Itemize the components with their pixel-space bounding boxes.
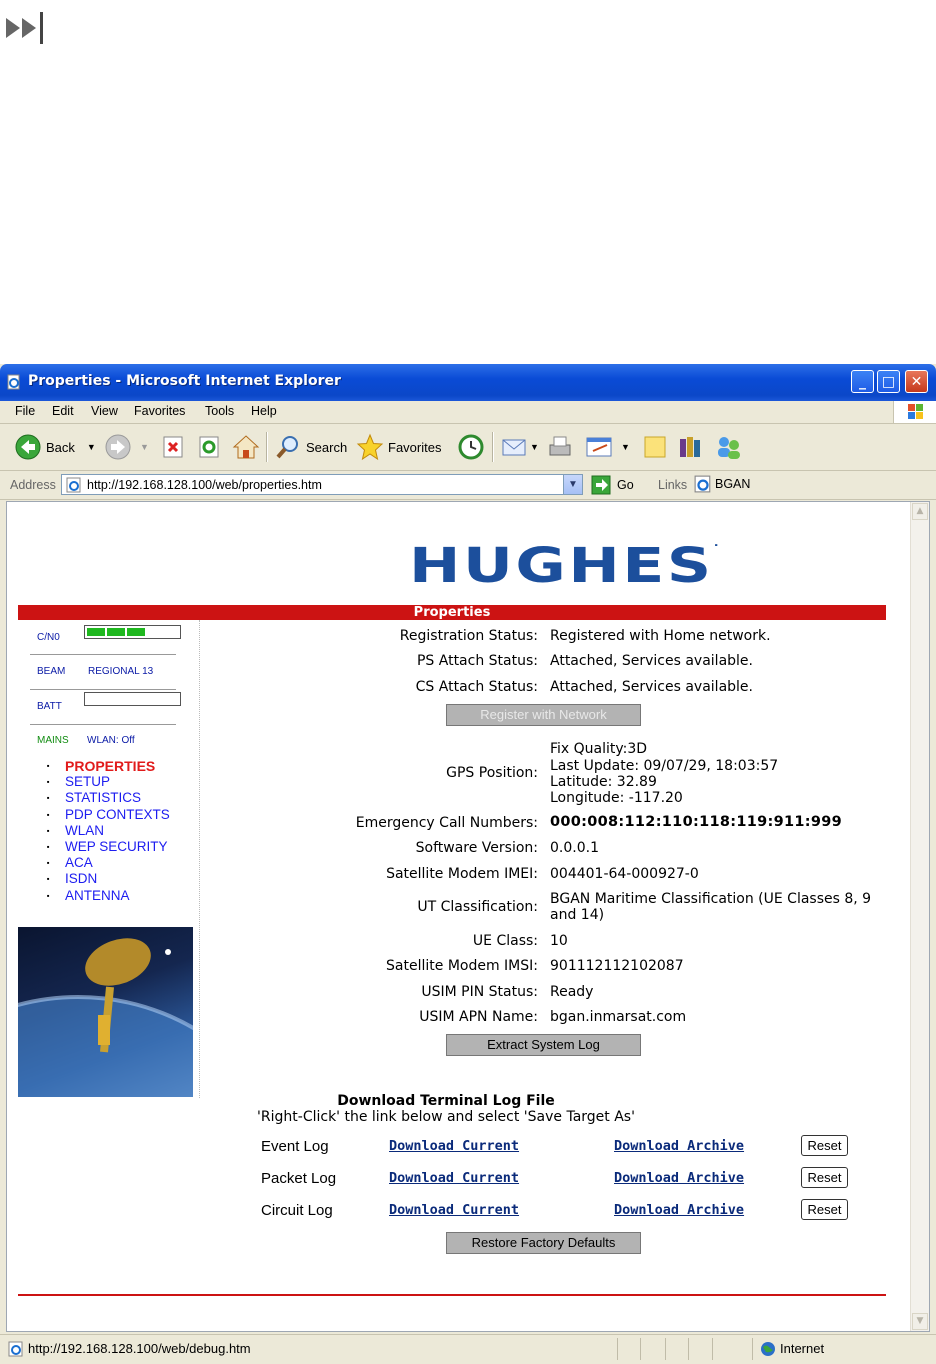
ie-page-icon: [8, 1341, 24, 1357]
usim-apn-label: USIM APN Name:: [419, 1009, 538, 1025]
go-button[interactable]: Go: [591, 475, 634, 495]
nav-wlan[interactable]: ■ WLAN: [38, 823, 170, 839]
nav-menu: [38, 758, 170, 904]
download-subtitle: 'Right-Click' the link below and select 'Save Target As': [257, 1109, 635, 1125]
event-log-download-current[interactable]: Download Current: [389, 1138, 520, 1154]
beam-row: BEAM REGIONAL 13: [30, 655, 176, 690]
print-button[interactable]: [546, 432, 574, 462]
restore-factory-defaults-button[interactable]: Restore Factory Defaults: [446, 1232, 641, 1254]
forward-dropdown-icon[interactable]: ▼: [140, 442, 149, 452]
history-icon: [455, 433, 485, 461]
back-button[interactable]: Back ▼: [14, 432, 96, 462]
maximize-icon: □: [881, 374, 896, 390]
ut-classification-value-cont: and 14): [550, 907, 605, 923]
footer-divider: [18, 1294, 886, 1296]
wlan-status: WLAN: Off: [87, 735, 135, 746]
mains-label: MAINS: [37, 735, 69, 746]
scroll-down-icon[interactable]: ▼: [912, 1313, 928, 1330]
window-title: Properties - Microsoft Internet Explorer: [28, 373, 341, 389]
menu-help[interactable]: Help: [251, 404, 277, 418]
menu-view[interactable]: View: [91, 404, 118, 418]
internet-globe-icon: [760, 1341, 776, 1357]
imsi-label: Satellite Modem IMSI:: [386, 958, 538, 974]
go-arrow-icon: [591, 475, 611, 495]
cs-attach-value: Attached, Services available.: [550, 679, 753, 695]
mail-button[interactable]: [500, 432, 539, 462]
ie-page-icon: [6, 374, 22, 390]
packet-log-download-archive[interactable]: Download Archive: [614, 1170, 745, 1186]
address-input[interactable]: [61, 474, 583, 495]
packet-log-label: Packet Log: [261, 1170, 337, 1187]
back-arrow-icon: [14, 433, 42, 461]
forward-button[interactable]: [104, 432, 149, 462]
ie-page-icon: [66, 477, 82, 493]
menu-bar: [0, 401, 936, 424]
menu-file[interactable]: File: [15, 404, 36, 418]
standard-toolbar: [0, 424, 936, 471]
stop-icon: [161, 435, 185, 459]
edit-dropdown-icon[interactable]: ▼: [621, 442, 630, 452]
refresh-icon: [197, 435, 221, 459]
research-books-icon: [676, 433, 704, 461]
event-log-reset-button[interactable]: Reset: [801, 1135, 848, 1156]
status-bar: [0, 1334, 936, 1364]
address-dropdown-icon[interactable]: ▼: [563, 475, 582, 494]
search-icon: [274, 433, 302, 461]
title-bar[interactable]: [0, 364, 936, 401]
close-button[interactable]: [905, 370, 928, 393]
scroll-up-icon[interactable]: ▲: [912, 503, 928, 520]
research-button[interactable]: [676, 432, 704, 462]
ie-page-icon: [694, 475, 712, 493]
packet-log-reset-button[interactable]: Reset: [801, 1167, 848, 1188]
usim-apn-value: bgan.inmarsat.com: [550, 1009, 687, 1025]
imsi-value: 901112112102087: [550, 958, 684, 974]
cs-attach-label: CS Attach Status:: [415, 679, 538, 695]
browser-window: [0, 364, 936, 1363]
nav-wep-security[interactable]: ■ WEP SECURITY: [38, 839, 170, 855]
ut-classification-value: BGAN Maritime Classification (UE Classes 8, 9: [550, 891, 872, 907]
status-divider: [617, 1338, 618, 1360]
address-url: http://192.168.128.100/web/properties.htm: [87, 478, 322, 492]
stop-button[interactable]: [161, 432, 185, 462]
usim-pin-label: USIM PIN Status:: [421, 984, 538, 1000]
note-icon: [641, 433, 669, 461]
download-title: Download Terminal Log File: [337, 1093, 555, 1109]
nav-properties[interactable]: ■ PROPERTIES: [38, 758, 170, 774]
minimize-button[interactable]: [851, 370, 874, 393]
close-icon: ✕: [910, 374, 923, 390]
section-title: Properties: [18, 605, 886, 620]
batt-meter: [84, 692, 181, 706]
refresh-button[interactable]: [197, 432, 221, 462]
cn0-meter: [84, 625, 181, 639]
edit-button[interactable]: [585, 432, 630, 462]
discuss-button[interactable]: [641, 432, 669, 462]
event-log-label: Event Log: [261, 1138, 329, 1155]
software-version-value: 0.0.0.1: [550, 840, 599, 856]
imei-label: Satellite Modem IMEI:: [386, 866, 538, 882]
toolbar-separator: [492, 432, 494, 462]
history-button[interactable]: [455, 432, 485, 462]
ps-attach-value: Attached, Services available.: [550, 653, 753, 669]
address-label: Address: [10, 478, 56, 492]
messenger-button[interactable]: [714, 432, 744, 462]
register-network-button[interactable]: Register with Network: [446, 704, 641, 726]
status-divider: [665, 1338, 666, 1360]
event-log-download-archive[interactable]: Download Archive: [614, 1138, 745, 1154]
edit-page-icon: [585, 433, 615, 461]
emergency-numbers-label: Emergency Call Numbers:: [355, 815, 538, 831]
extract-system-log-button[interactable]: Extract System Log: [446, 1034, 641, 1056]
gps-fix-quality: Fix Quality:3D: [550, 741, 648, 757]
vertical-scrollbar[interactable]: [910, 502, 929, 1331]
ps-attach-label: PS Attach Status:: [416, 653, 538, 669]
home-button[interactable]: [232, 432, 260, 462]
links-label[interactable]: Links: [658, 478, 688, 492]
software-version-label: Software Version:: [415, 840, 538, 856]
circuit-log-label: Circuit Log: [261, 1202, 333, 1219]
gps-position-label: GPS Position:: [446, 765, 538, 781]
links-bgan[interactable]: BGAN: [694, 475, 750, 493]
gps-last-update: Last Update: 09/07/29, 18:03:57: [550, 758, 779, 774]
mail-dropdown-icon[interactable]: ▼: [530, 442, 539, 452]
satellite-image: [18, 927, 193, 1097]
hughes-logo: HUGHES.: [409, 538, 719, 594]
menu-tools[interactable]: Tools: [205, 404, 235, 418]
nav-pdp-contexts[interactable]: ■ PDP CONTEXTS: [38, 807, 170, 823]
toolbar-separator: [266, 432, 268, 462]
favorites-star-icon: [356, 433, 384, 461]
gps-latitude: Latitude: 32.89: [550, 774, 657, 790]
menu-edit[interactable]: Edit: [52, 404, 74, 418]
emergency-numbers-value: 000:008:112:110:118:119:911:999: [550, 814, 843, 830]
nav-antenna[interactable]: ■ ANTENNA: [38, 888, 170, 904]
security-zone: Internet: [780, 1341, 825, 1356]
mail-icon: [500, 433, 528, 461]
back-dropdown-icon[interactable]: ▼: [86, 442, 96, 452]
circuit-log-download-archive[interactable]: Download Archive: [614, 1202, 745, 1218]
packet-log-download-current[interactable]: Download Current: [389, 1170, 520, 1186]
registration-status-value: Registered with Home network.: [550, 628, 771, 644]
menu-favorites[interactable]: Favorites: [134, 404, 186, 418]
circuit-log-reset-button[interactable]: Reset: [801, 1199, 848, 1220]
batt-row: BATT: [30, 690, 176, 725]
gps-longitude: Longitude: -117.20: [550, 790, 683, 806]
nav-setup[interactable]: ■ SETUP: [38, 774, 170, 790]
status-divider: [712, 1338, 713, 1360]
ut-classification-label: UT Classification:: [417, 899, 538, 915]
ue-class-value: 10: [550, 933, 568, 949]
printer-icon: [546, 433, 574, 461]
imei-value: 004401-64-000927-0: [550, 866, 699, 882]
nav-aca[interactable]: ■ ACA: [38, 855, 170, 871]
windows-logo-icon: [893, 401, 936, 423]
status-divider: [640, 1338, 641, 1360]
nav-isdn[interactable]: ■ ISDN: [38, 871, 170, 887]
usim-pin-value: Ready: [550, 984, 594, 1000]
skip-forward-icon: [6, 12, 56, 44]
status-divider: [688, 1338, 689, 1360]
forward-arrow-icon: [104, 433, 132, 461]
home-icon: [232, 433, 260, 461]
minimize-icon: _: [859, 374, 866, 390]
maximize-button[interactable]: [877, 370, 900, 393]
cn0-row: C/N0: [30, 620, 176, 655]
page-content: [6, 501, 930, 1332]
circuit-log-download-current[interactable]: Download Current: [389, 1202, 520, 1218]
registration-status-label: Registration Status:: [399, 628, 538, 644]
status-divider: [752, 1338, 753, 1360]
nav-statistics[interactable]: ■ STATISTICS: [38, 790, 170, 806]
ue-class-label: UE Class:: [472, 933, 538, 949]
search-button[interactable]: Search: [274, 432, 347, 462]
messenger-people-icon: [714, 433, 744, 461]
favorites-button[interactable]: Favorites: [356, 432, 441, 462]
address-bar: [0, 471, 936, 500]
status-url: http://192.168.128.100/web/debug.htm: [28, 1341, 251, 1356]
